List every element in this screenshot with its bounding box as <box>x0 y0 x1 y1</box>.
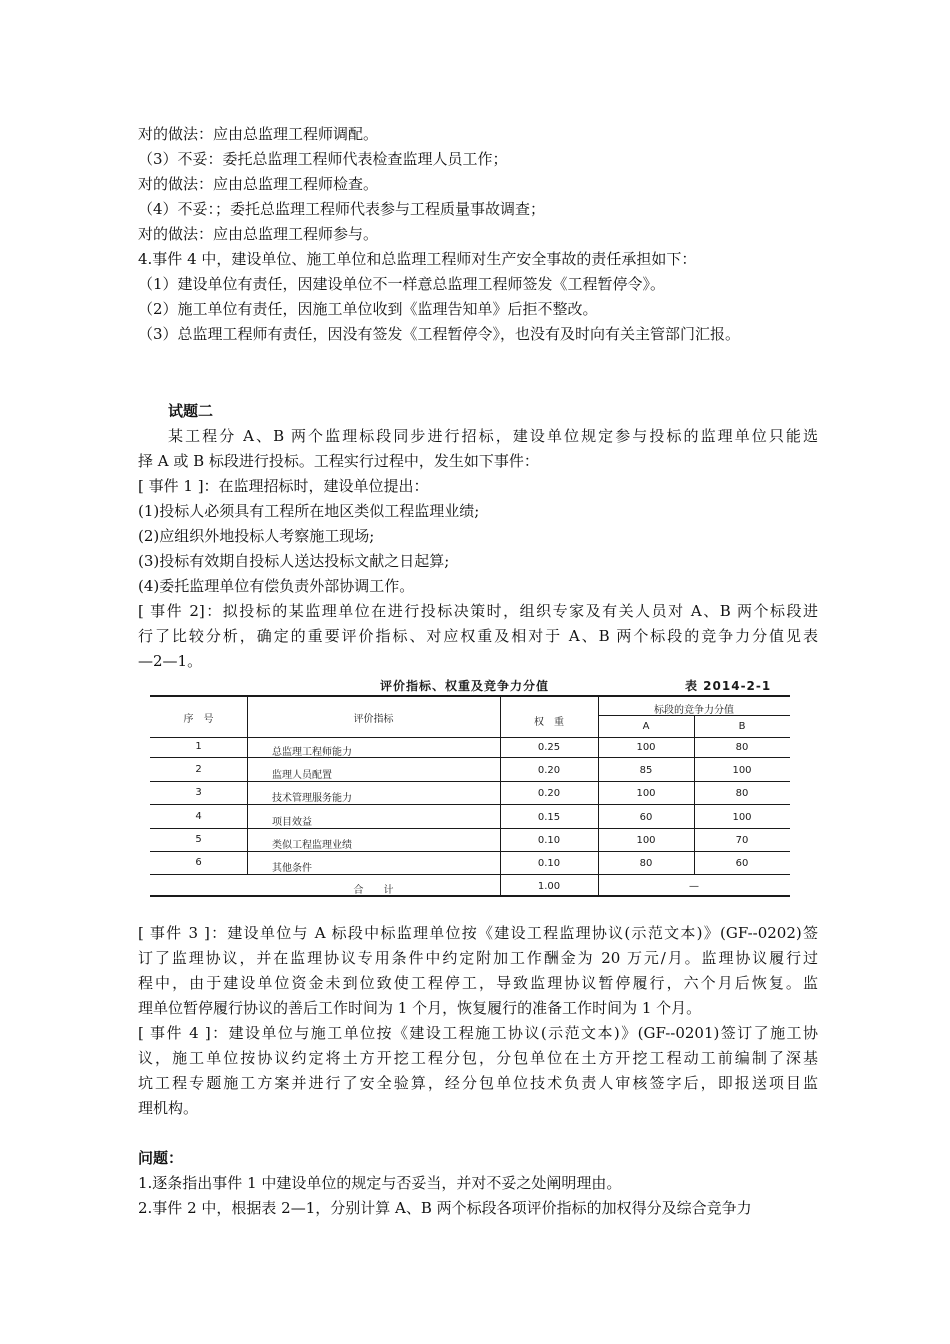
table-cell-weight: 0.20 <box>537 765 561 776</box>
table-cell-indicator: 类似工程监理业绩 <box>272 840 352 851</box>
table-total-label: 合 计 <box>353 885 394 896</box>
answer-line: 对的做法：应由总监理工程师检查。 <box>138 175 379 193</box>
answer-line: （4）不妥：；委托总监理工程师代表参与工程质量事故调查； <box>138 200 546 218</box>
table-cell-score-a: 85 <box>639 765 653 776</box>
event1-item: (1)投标人必须具有工程所在地区类似工程监理业绩; <box>138 502 480 520</box>
event3-text: 程中，由于建设单位资金未到位致使工程停工，导致监理协议暂停履行，六个月后恢复。监 <box>138 974 818 992</box>
answer-line: （3）总监理工程师有责任，因没有签发《工程暂停令》，也没有及时向有关主管部门汇报。 <box>138 325 741 343</box>
table-cell-score-a: 80 <box>639 858 653 869</box>
table-cell-score-a: 100 <box>636 788 656 799</box>
intro-paragraph: 择 A 或 B 标段进行投标。工程实行过程中，发生如下事件： <box>138 452 539 470</box>
table-cell-weight: 0.15 <box>537 812 561 823</box>
table-cell-indicator: 项目效益 <box>272 817 312 828</box>
table-number: 表 2014-2-1 <box>685 679 772 693</box>
table-cell-score-b: 70 <box>735 835 749 846</box>
table-cell-indicator: 其他条件 <box>272 863 312 874</box>
col-header-b: B <box>738 721 746 732</box>
table-cell-seq: 6 <box>195 857 202 868</box>
event1-item: (3)投标有效期自投标人送达投标文献之日起算; <box>138 552 450 570</box>
table-cell-score-b: 80 <box>735 742 749 753</box>
table-cell-seq: 3 <box>195 787 202 798</box>
event4-text: 议，施工单位按协议约定将土方开挖工程分包，分包单位在土方开挖工程动工前编制了深基 <box>138 1049 818 1067</box>
table-cell-indicator: 总监理工程师能力 <box>272 747 352 758</box>
col-header-seq: 序 号 <box>183 714 214 725</box>
event3-text: 理单位暂停履行协议的善后工作时间为 1 个月，恢复履行的准备工作时间为 1 个月。 <box>138 999 702 1017</box>
event2-text: 行了比较分析，确定的重要评价指标、对应权重及相对于 A、B 两个标段的竞争力分值见表 <box>138 627 818 645</box>
section-title: 试题二 <box>168 402 214 420</box>
table-cell-indicator: 监理人员配置 <box>272 770 332 781</box>
event1-item: (4)委托监理单位有偿负责外部协调工作。 <box>138 577 415 595</box>
answer-line: 4.事件 4 中，建设单位、施工单位和总监理工程师对生产安全事故的责任承担如下： <box>138 250 697 268</box>
table-cell-score-b: 100 <box>732 812 752 823</box>
event2-text: —2—1。 <box>138 652 203 670</box>
table-title: 评价指标、权重及竞争力分值 <box>380 679 550 693</box>
table-cell-score-a: 100 <box>636 835 656 846</box>
col-header-a: A <box>642 721 650 732</box>
evaluation-table <box>150 677 790 897</box>
table-cell-indicator: 技术管理服务能力 <box>272 793 352 804</box>
table-cell-seq: 4 <box>195 811 202 822</box>
table-cell-weight: 0.10 <box>537 858 561 869</box>
question-item: 2.事件 2 中，根据表 2—1，分别计算 A、B 两个标段各项评价指标的加权得分及综合竞争力 <box>138 1199 752 1217</box>
answer-line: （2）施工单位有责任，因施工单位收到《监理告知单》后拒不整改。 <box>138 300 598 318</box>
table-cell-score-b: 100 <box>732 765 752 776</box>
table-total-weight: 1.00 <box>537 881 561 892</box>
event4-text: [ 事件 4 ]：建设单位与施工单位按《建设工程施工协议(示范文本)》(GF--0201)签订了施工协 <box>138 1024 818 1042</box>
table-cell-weight: 0.20 <box>537 788 561 799</box>
questions-title: 问题： <box>138 1149 184 1167</box>
table-cell-score-b: 60 <box>735 858 749 869</box>
table-cell-weight: 0.10 <box>537 835 561 846</box>
question-item: 1.逐条指出事件 1 中建设单位的规定与否妥当，并对不妥之处阐明理由。 <box>138 1174 622 1192</box>
table-rule <box>150 695 790 697</box>
table-cell-seq: 2 <box>195 764 202 775</box>
table-cell-weight: 0.25 <box>537 742 561 753</box>
event3-text: [ 事件 3 ]：建设单位与 A 标段中标监理单位按《建设工程监理协议(示范文本)》(GF--0202)签 <box>138 924 818 942</box>
table-total-score: — <box>689 881 699 892</box>
table-cell-score-a: 100 <box>636 742 656 753</box>
answer-line: 对的做法：应由总监理工程师调配。 <box>138 125 379 143</box>
event1-heading: [ 事件 1 ]：在监理招标时，建设单位提出： <box>138 477 429 495</box>
event4-text: 理机构。 <box>138 1099 199 1117</box>
event3-text: 订了监理协议，并在监理协议专用条件中约定附加工作酬金为 20 万元/月。监理协议履行过 <box>138 949 818 967</box>
col-header-weight: 权 重 <box>534 717 564 728</box>
answer-line: 对的做法：应由总监理工程师参与。 <box>138 225 379 243</box>
answer-line: （1）建设单位有责任，因建设单位不一样意总监理工程师签发《工程暂停令》。 <box>138 275 666 293</box>
table-cell-score-a: 60 <box>639 812 653 823</box>
intro-paragraph: 某工程分 A、B 两个监理标段同步进行招标，建设单位规定参与投标的监理单位只能选 <box>168 427 818 445</box>
col-header-score-group: 标段的竞争力分值 <box>654 705 734 716</box>
table-cell-seq: 1 <box>195 741 202 752</box>
event2-text: [ 事件 2]：拟投标的某监理单位在进行投标决策时，组织专家及有关人员对 A、B 两个标段进 <box>138 602 818 620</box>
table-cell-seq: 5 <box>195 834 202 845</box>
table-cell-score-b: 80 <box>735 788 749 799</box>
col-header-indicator: 评价指标 <box>353 714 394 725</box>
event1-item: (2)应组织外地投标人考察施工现场; <box>138 527 375 545</box>
answer-line: （3）不妥：委托总监理工程师代表检查监理人员工作； <box>138 150 508 168</box>
event4-text: 坑工程专题施工方案并进行了安全验算，经分包单位技术负责人审核签字后，即报送项目监 <box>138 1074 818 1092</box>
